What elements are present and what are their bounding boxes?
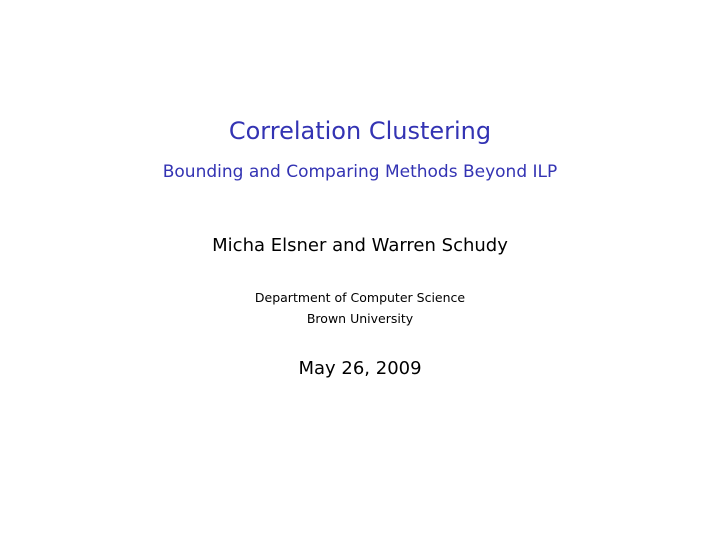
presentation-date: May 26, 2009 bbox=[298, 358, 422, 379]
institute-department: Department of Computer Science bbox=[254, 290, 466, 305]
institute-university: Brown University bbox=[306, 311, 414, 326]
slide-subtitle: Bounding and Comparing Methods Beyond ILP bbox=[162, 162, 558, 182]
slide-title: Correlation Clustering bbox=[228, 117, 492, 145]
authors: Micha Elsner and Warren Schudy bbox=[212, 235, 508, 256]
